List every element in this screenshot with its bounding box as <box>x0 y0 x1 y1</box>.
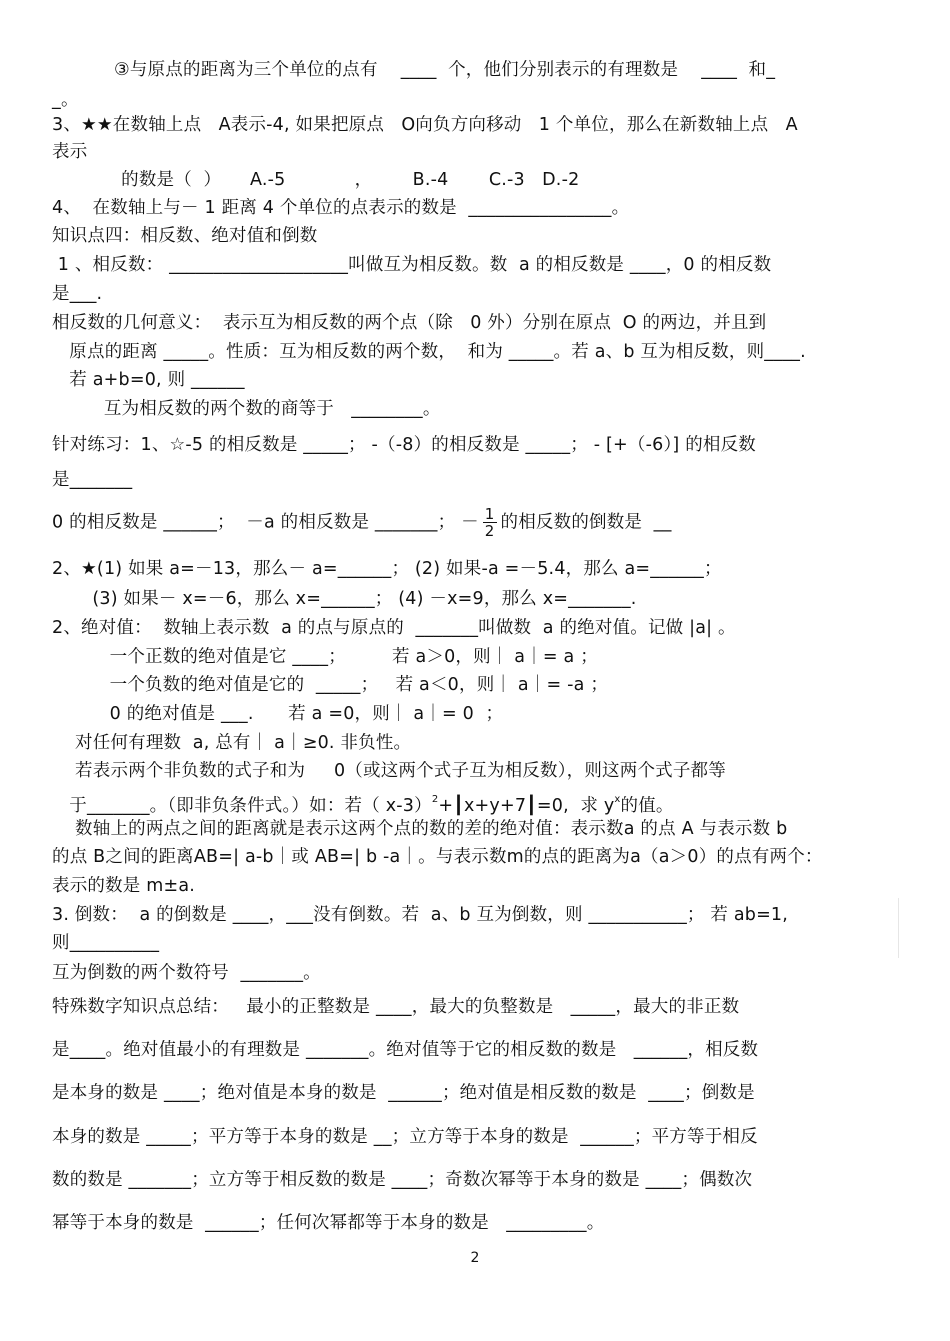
text-line: 若表示两个非负数的式子和为 0（或这两个式子互为相反数），则这两个式子都等 <box>52 761 726 781</box>
text-line: 针对练习：1、☆-5 的相反数是 _____； -（-8）的相反数是 _____； - [+（-6）] 的相反数 <box>52 435 757 455</box>
text-line: 若 a+b=0, 则 ______ <box>52 370 245 390</box>
superscript: x <box>614 794 621 805</box>
text-line: 是_______ <box>52 470 133 490</box>
text-line: 3、★★在数轴上点 A表示-4, 如果把原点 O向负方向移动 1 个单位，那么在新数轴上点 A <box>52 115 798 135</box>
text-line: 是___. <box>52 284 103 304</box>
page-number: 2 <box>470 1250 480 1266</box>
text-line: 是本身的数是 ____；绝对值是本身的数是 ______；绝对值是相反数的数是 ____；倒数是 <box>52 1083 755 1103</box>
text-line: _。 <box>52 90 79 110</box>
text-line: 表示的数是 m±a. <box>52 876 196 896</box>
section-heading: 知识点四：相反数、绝对值和倒数 <box>52 226 318 246</box>
text-line: 相反数的几何意义： 表示互为相反数的两个点（除 0 外）分别在原点 O 的两边，并且到 <box>52 313 767 333</box>
text-line: 原点的距离 _____。性质：互为相反数的两个数， 和为 _____。若 a、b 互为相反数，则____. <box>52 342 806 362</box>
text-line: 的数是（ ） A.-5 ， B.-4 C.-3 D.-2 <box>52 170 580 190</box>
text-line: 表示 <box>52 142 88 162</box>
fraction-denominator: 2 <box>484 522 495 540</box>
text-line: 的点 B之间的距离AB=| a-b｜或 AB=| b -a｜。与表示数m的点的距离为a（a＞0）的点有两个： <box>52 847 823 867</box>
text-line: 特殊数字知识点总结： 最小的正整数是 ____，最大的负整数是 _____，最大的非正数 <box>52 997 740 1017</box>
text-line: 本身的数是 _____；平方等于本身的数是 __；立方等于本身的数是 ______；平方等于相反 <box>52 1127 758 1147</box>
text-line: 对任何有理数 a, 总有｜ a｜≥0. 非负性。 <box>52 733 412 753</box>
text-line: 2、★(1) 如果 a=－13，那么－ a=______； (2) 如果-a =－5.4，那么 a=______； <box>52 559 722 579</box>
superscript: 2 <box>431 794 439 805</box>
text-line: 互为倒数的两个数符号 _______。 <box>52 963 321 983</box>
text-line: 一个正数的绝对值是它 ____； 若 a＞0，则｜ a｜= a ； <box>52 647 598 667</box>
text-line: (3) 如果－ x=－6，那么 x=______； (4) －x=9，那么 x=_______. <box>52 589 637 609</box>
text-line: 则__________ <box>52 933 160 953</box>
divider <box>898 898 899 958</box>
text-line: 互为相反数的两个数的商等于 ________。 <box>52 399 441 419</box>
text-fragment: 的相反数的倒数是 __ <box>500 512 672 533</box>
text-fragment: 的值。 <box>620 796 674 816</box>
text-line: 4、 在数轴上与－ 1 距离 4 个单位的点表示的数是 ________________。 <box>52 198 630 218</box>
text-line: 一个负数的绝对值是它的 _____； 若 a＜0，则｜ a｜= -a ； <box>52 675 609 695</box>
text-line: 3. 倒数： a 的倒数是 ____，___没有倒数。若 a、b 互为倒数，则 ___________； 若 ab=1, <box>52 905 789 925</box>
text-line: 于_______。（即非负条件式。）如：若（ x-3）$^2$+┃x+y+7┃=0, 求 $y^x$的值。 <box>52 794 674 816</box>
text-fragment: +┃x+y+7┃=0, 求 y <box>438 796 615 816</box>
text-line: 1 、相反数： ____________________叫做互为相反数。数 a 的相反数是 ____，0 的相反数 <box>52 255 772 275</box>
text-line: 0 的相反数是 ______； －a 的相反数是 _______； － $\frac{1}{2}$ 的相反数的倒数是 __ <box>52 505 672 540</box>
fraction-numerator: 1 <box>484 505 495 523</box>
text-line: 数轴上的两点之间的距离就是表示这两个点的数的差的绝对值：表示数a 的点 A 与表示数 b <box>52 819 788 839</box>
fraction <box>483 506 497 539</box>
text-line: 幂等于本身的数是 ______；任何次幂都等于本身的数是 _________。 <box>52 1213 605 1233</box>
text-line: 是____。绝对值最小的有理数是 _______。绝对值等于它的相反数的数是 ______，相反数 <box>52 1040 759 1060</box>
text-line: 2、绝对值： 数轴上表示数 a 的点与原点的 _______叫做数 a 的绝对值。记做 |a| 。 <box>52 618 736 638</box>
text-line: 0 的绝对值是 ___. 若 a =0，则｜ a｜= 0 ； <box>52 704 504 724</box>
minus-sign: － <box>461 512 479 533</box>
text-line: ③与原点的距离为三个单位的点有 ____ 个，他们分别表示的有理数是 ____ 和_ <box>114 60 776 80</box>
text-line: 数的数是 _______；立方等于相反数的数是 ____；奇数次幂等于本身的数是 ____；偶数次 <box>52 1170 753 1190</box>
